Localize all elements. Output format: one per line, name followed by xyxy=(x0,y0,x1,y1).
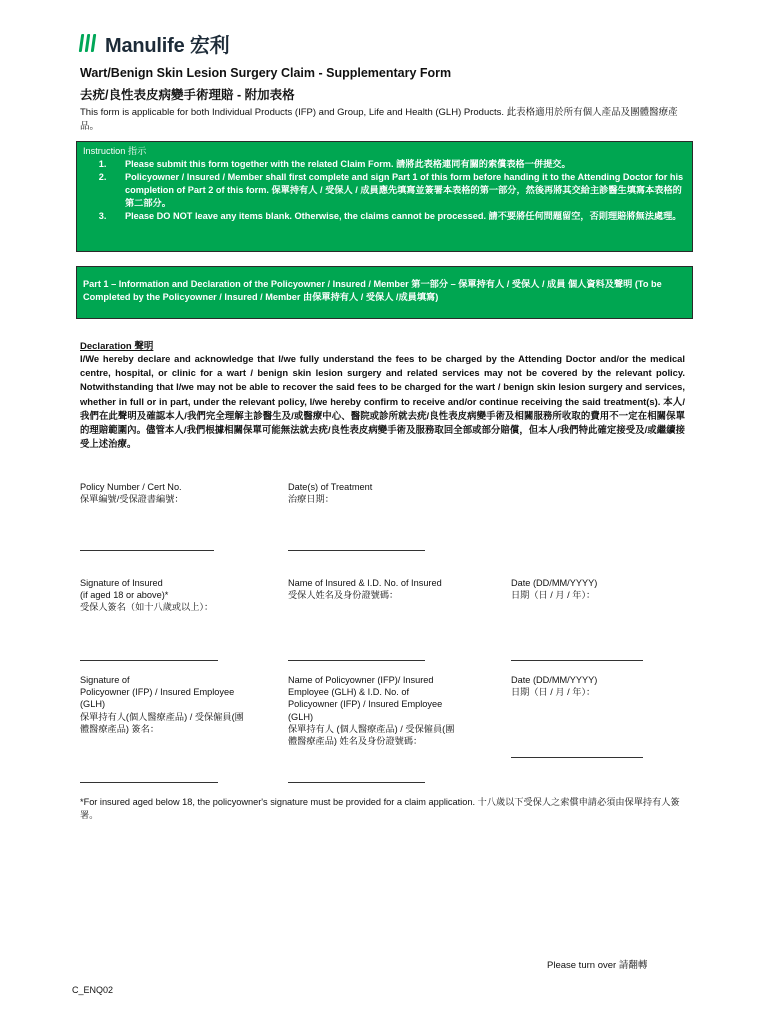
policy-number-label: Policy Number / Cert No. 保單編號/受保證書編號： xyxy=(80,482,184,505)
turn-over-note: Please turn over 請翻轉 xyxy=(547,960,648,971)
insured-date-field[interactable] xyxy=(511,660,643,661)
instruction-list xyxy=(83,158,686,223)
declaration-heading: Declaration 聲明 xyxy=(80,341,154,352)
instruction-box xyxy=(76,141,693,252)
policyowner-signature-label: Signature of Policyowner (IFP) / Insured Employee (GLH) 保單持有人(個人醫療產品) / 受保僱員(團 體醫療產品) 簽名： xyxy=(80,675,244,734)
insured-date-label: Date (DD/MM/YYYY) 日期（日 / 月 / 年）： xyxy=(511,578,598,601)
part1-header-box xyxy=(76,266,693,319)
insured-signature-field[interactable] xyxy=(80,660,218,661)
declaration-body: I/We hereby declare and acknowledge that I/we fully understand the fees to be charged by the Attending Doctor and/or the medical centre, hospital, or clinic for a wart / benign skin lesion surgery and related services may not be covered by the relevant policy. Notwithstanding that I/we may not be able to recover the said fees to be charged for the wart / benign skin lesion surgery and services, whether in full or in part, under the relevant policy, I/we hereby confirm to receive and/or continue receiving the said treatment(s). 本人/我們在此聲明及確認本人/我們完全理解主診醫生及/或醫療中心、醫院或診所就去疣/良性表皮病變手術及相關服務所收取的費用不一定在相關保單的理賠範圍內。儘管本人/我們根據相關保單可能無法就去疣/良性表皮病變手術及服務取回全部或部分賠償，但本人/我們特此確定接受及/或繼續接受上述治療。 xyxy=(80,353,685,450)
policyowner-name-field[interactable] xyxy=(288,782,425,783)
manulife-logo-icon xyxy=(80,34,95,52)
policyowner-name-label: Name of Policyowner (IFP)/ Insured Employee (GLH) & I.D. No. of Policyowner (IFP) / Insured Employee (GLH) 保單持有人 (個人醫療產品) / 受保僱員(團 體醫療產品) 姓名及身份證號碼： xyxy=(288,675,455,747)
instruction-heading: Instruction 指示 xyxy=(83,146,147,156)
footnote: *For insured aged below 18, the policyowner's signature must be provided for a claim application. 十八歲以下受保人之索償申請必須由保單持有人簽署。 xyxy=(80,797,680,820)
form-title-zh: 去疣/良性表皮病變手術理賠 - 附加表格 xyxy=(80,88,295,102)
policyowner-signature-field[interactable] xyxy=(80,782,218,783)
manulife-logo xyxy=(80,30,229,56)
insured-name-field[interactable] xyxy=(288,660,425,661)
policyowner-date-field[interactable] xyxy=(511,757,643,758)
form-code: C_ENQ02 xyxy=(72,985,114,995)
treatment-date-label: Date(s) of Treatment 治療日期： xyxy=(288,482,373,505)
instruction-item: 1. Please submit this form together with the related Claim Form. 請將此表格連同有關的索償表格一併提交。 xyxy=(109,158,686,171)
instruction-item: 3. Please DO NOT leave any items blank. Otherwise, the claims cannot be processed. 請不要將任何問題留空，否則理賠將無法處理。 xyxy=(109,210,686,223)
part1-heading: Part 1 – Information and Declaration of the Policyowner / Insured / Member 第一部分 – 保單持有人 / 受保人 / 成員 個人資料及聲明 (To be Completed by the Policyowner / Insured / Member 由保單持有人 / 受保人 /成員填寫) xyxy=(83,279,662,302)
policyowner-date-label: Date (DD/MM/YYYY) 日期（日 / 月 / 年）： xyxy=(511,675,598,698)
logo-text: Manulife 宏利 xyxy=(105,34,230,57)
instruction-item: 2. Policyowner / Insured / Member shall first complete and sign Part 1 of this form before handing it to the Attending Doctor for his completion of Part 2 of this form. 保單持有人 / 受保人 / 成員應先填寫並簽署本表格的第一部分，然後再將其交給主診醫生填寫本表格的第二部分。 xyxy=(109,171,686,210)
insured-signature-label: Signature of Insured (if aged 18 or above)* 受保人簽名（如十八歲或以上）： xyxy=(80,578,214,613)
insured-name-label: Name of Insured & I.D. No. of Insured 受保人姓名及身份證號碼： xyxy=(288,578,442,601)
treatment-date-field[interactable] xyxy=(288,550,425,551)
form-title-en: Wart/Benign Skin Lesion Surgery Claim - Supplementary Form xyxy=(80,66,452,80)
form-intro: This form is applicable for both Individual Products (IFP) and Group, Life and Health (GLH) Products. 此表格適用於所有個人產品及團體醫療產品。 xyxy=(80,107,678,132)
policy-number-field[interactable] xyxy=(80,550,214,551)
